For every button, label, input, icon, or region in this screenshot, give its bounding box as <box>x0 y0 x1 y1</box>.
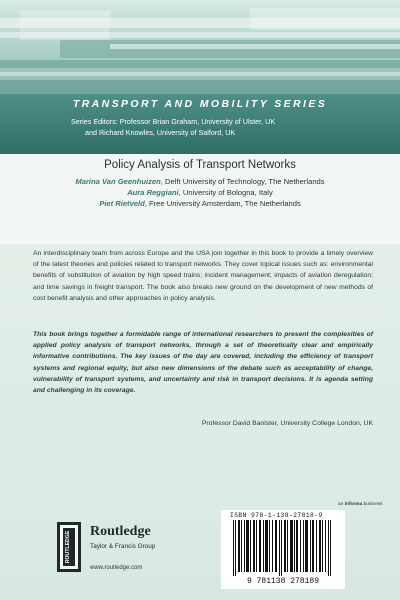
series-title: TRANSPORT AND MOBILITY SERIES <box>72 98 328 110</box>
author-affiliation: , Free University Amsterdam, The Netherlands <box>144 199 301 208</box>
series-editors-line: and Richard Knowles, University of Salford, UK <box>85 128 236 137</box>
author-entry <box>0 176 400 187</box>
informa-prefix: an <box>338 502 344 507</box>
publisher-group: Taylor & Francis Group <box>90 543 156 550</box>
series-editors <box>71 116 391 138</box>
book-title: Policy Analysis of Transport Networks <box>104 159 296 171</box>
book-description: An interdisciplinary team from across Europe and the USA join together in this book to provide a timely overview of the latest theories and policies related to transport networks. They cover topical issues such as: environmental benefits of substitution of aviation by high speed trains; incident management; impacts of aviation deregulation; and time savings in freight transport. The book also breaks new ground on the development of new methods of cost benefit analysis and other approaches in policy analysis. <box>33 250 373 302</box>
informa-suffix: business <box>363 502 383 507</box>
routledge-logo-text: ROUTLEDGE <box>65 530 71 564</box>
series-band <box>0 94 400 154</box>
barcode-icon <box>233 520 333 576</box>
review-quote: This book brings together a formidable range of international researchers to present the complexities of applied policy analysis of transport networks, through a set of theoretically clear and empirically informative contributions. The key issues of the day are covered, including the efficiency of transport systems and regional equity, but also new dimensions of the debate such as acceptability of change, vulnerability of transport systems, and uncertainty and risk in transport decisions. It is agenda setting and challenging in its coverage. <box>33 331 373 395</box>
author-entry <box>0 198 400 209</box>
routledge-logo-icon <box>57 522 81 572</box>
isbn-label: ISBN 978-1-138-27818-9 <box>230 512 323 519</box>
author-affiliation: , University of Bologna, Italy <box>178 188 273 197</box>
informa-name: informa <box>344 502 363 507</box>
publisher-name: Routledge <box>90 524 151 539</box>
series-editors-line: Series Editors: Professor Brian Graham, University of Ulster, UK <box>71 117 276 126</box>
title-section <box>0 154 400 244</box>
informa-business-label <box>338 502 383 507</box>
author-entry <box>0 187 400 198</box>
barcode-number: 9 781138 278189 <box>246 577 319 586</box>
author-name: Marina Van Geenhuizen <box>75 177 161 186</box>
header-photo <box>0 0 400 94</box>
author-list <box>0 176 400 209</box>
train-motion-image <box>0 0 400 94</box>
publisher-url: www.routledge.com <box>90 565 143 571</box>
review-attribution: Professor David Banister, University College London, UK <box>201 420 373 427</box>
author-affiliation: , Delft University of Technology, The Netherlands <box>160 177 325 186</box>
author-name: Aura Reggiani <box>127 188 179 197</box>
author-name: Piet Rietveld <box>99 199 145 208</box>
